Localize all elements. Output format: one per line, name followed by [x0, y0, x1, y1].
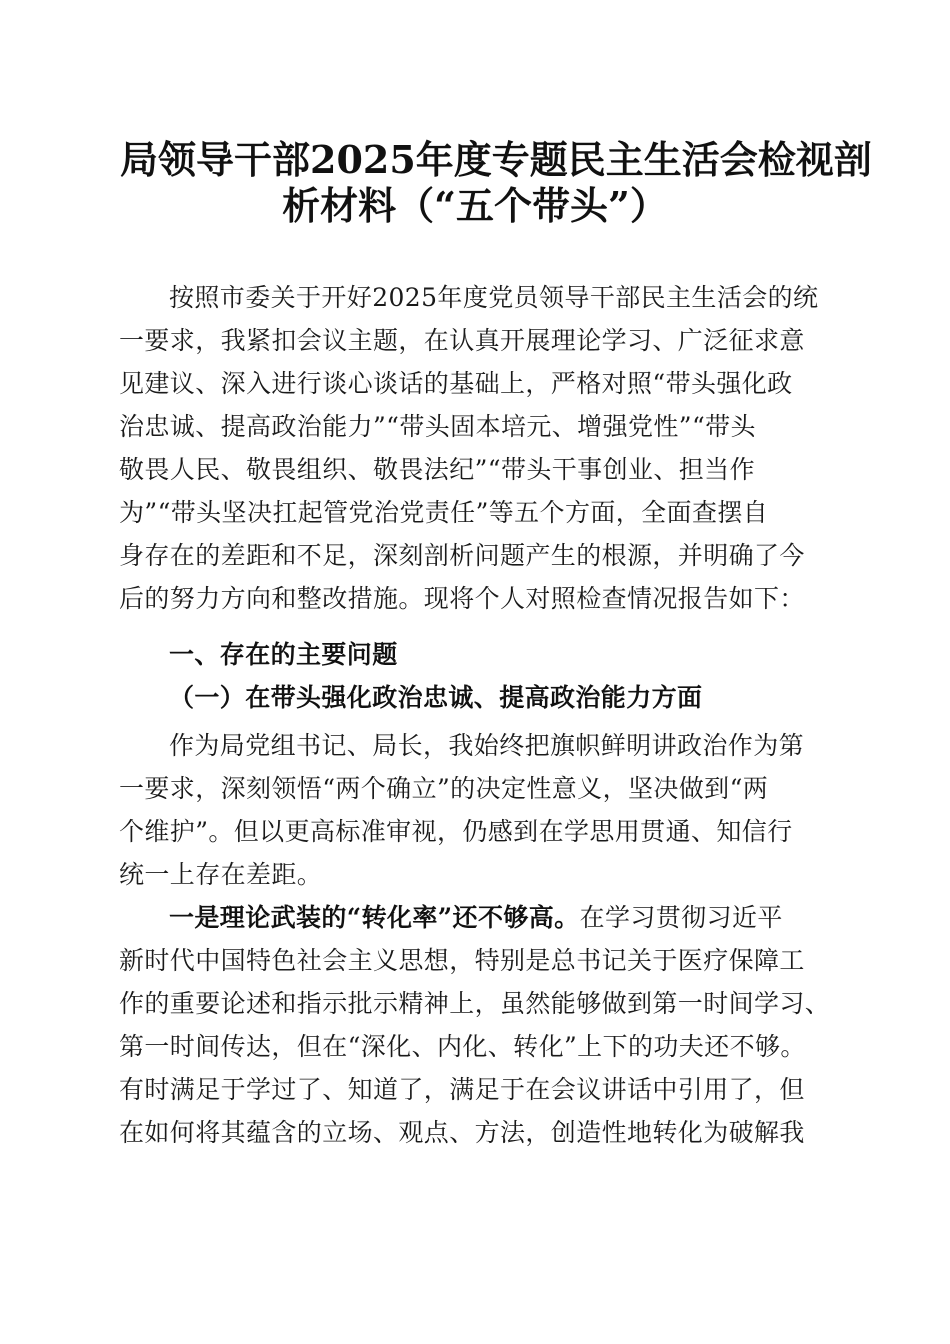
- bold-lead: 一是理论武装的“转化率”还不够高。: [169, 903, 580, 932]
- document-title-line-2: 析材料（“五个带头”）: [282, 183, 668, 228]
- intro-line: 后的努力方向和整改措施。现将个人对照检查情况报告如下：: [119, 584, 805, 613]
- document-title-line-1: 局领导干部2025年度专题民主生活会检视剖: [120, 137, 872, 182]
- intro-line: 身存在的差距和不足，深刻剖析问题产生的根源，并明确了今: [119, 541, 805, 570]
- paragraph-line: 第一时间传达，但在“深化、内化、转化”上下的功夫还不够。: [119, 1032, 806, 1061]
- paragraph-line: [169, 902, 831, 934]
- intro-line: 按照市委关于开好2025年度党员领导干部民主生活会的统: [169, 283, 819, 312]
- paragraph-line: 个维护”。但以更高标准审视，仍感到在学思用贯通、知信行: [119, 817, 793, 846]
- paragraph-line: 统一上存在差距。: [119, 860, 323, 889]
- section-heading-2: （一）在带头强化政治忠诚、提高政治能力方面: [169, 683, 703, 712]
- intro-line: 敬畏人民、敬畏组织、敬畏法纪”“带头干事创业、担当作: [119, 455, 755, 484]
- paragraph-line: 有时满足于学过了、知道了，满足于在会议讲话中引用了，但: [119, 1075, 805, 1104]
- intro-line: 为”“带头坚决扛起管党治党责任”等五个方面，全面查摆自: [119, 498, 769, 527]
- intro-line: 治忠诚、提高政治能力”“带头固本培元、增强党性”“带头: [119, 412, 756, 441]
- section-heading-1: 一、存在的主要问题: [169, 640, 398, 669]
- intro-line: 一要求，我紧扣会议主题，在认真开展理论学习、广泛征求意: [119, 326, 805, 355]
- intro-line: 见建议、深入进行谈心谈话的基础上，严格对照“带头强化政: [119, 369, 793, 398]
- paragraph-line: 在如何将其蕴含的立场、观点、方法，创造性地转化为破解我: [119, 1118, 805, 1147]
- paragraph-line: 作的重要论述和指示批示精神上，虽然能够做到第一时间学习、: [119, 989, 831, 1018]
- paragraph-line: 一要求，深刻领悟“两个确立”的决定性意义，坚决做到“两: [119, 774, 769, 803]
- paragraph-line: 作为局党组书记、局长，我始终把旗帜鲜明讲政治作为第: [169, 731, 805, 760]
- lead-rest: 在学习贯彻习近平: [579, 903, 783, 932]
- paragraph-line: 新时代中国特色社会主义思想，特别是总书记关于医疗保障工: [119, 946, 805, 975]
